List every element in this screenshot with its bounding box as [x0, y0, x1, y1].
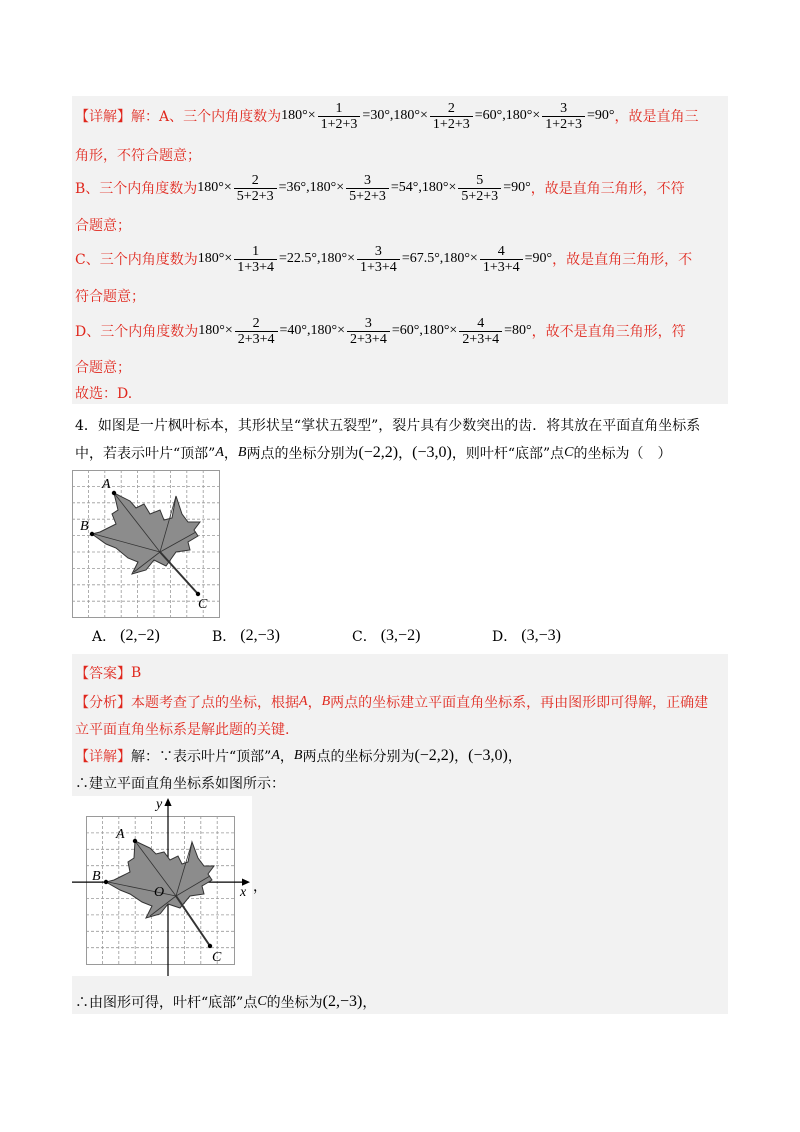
label-a-2: A — [116, 827, 125, 842]
maple-leaf-figure — [72, 470, 220, 618]
detail-line-b-cont: 合题意； — [75, 218, 131, 234]
option-c[interactable]: C． (3,−2) — [352, 627, 421, 645]
analysis-line-2: 立平面直角坐标系是解此题的关键. — [75, 722, 290, 738]
option-a[interactable]: A． (2,−2) — [92, 627, 160, 645]
detail-tag: 【详解】 — [75, 109, 131, 125]
final-line: ∴由图形可得，叶杆“底部”点 C 的坐标为 (2,−3) ， — [75, 993, 377, 1011]
question-line-2: 中，若表示叶片“顶部” A ， B 两点的坐标分别为 (−2,2) ， (−3,0) ，则叶杆“底部”点 C 的坐标为（ ） — [75, 444, 672, 462]
detail-line-a-cont: 角形，不符合题意； — [75, 148, 201, 164]
detail-line-c: C、三个内角度数为 180°× $\frac{1}{1+3+4}$ =22.5°, 180°× $\frac{3}{1+3+4}$ =67.5°, 180°× $\frac{4}{1+3+4}$ =90° ，故是直角三角形，不 — [75, 243, 693, 275]
label-c-2: C — [212, 950, 222, 965]
label-x: x — [240, 885, 247, 900]
detail-line-d-cont: 合题意； — [75, 360, 131, 376]
detail-line-c-cont: 符合题意； — [75, 289, 145, 305]
label-c: C — [198, 597, 208, 612]
label-origin: O — [154, 885, 165, 900]
coordinate-figure — [72, 796, 252, 976]
option-b[interactable]: B． (2,−3) — [212, 627, 280, 645]
analysis-line-1: 【分析】 本题考查了点的坐标，根据 A ， B 两点的坐标建立平面直角坐标系，再由图形即可得解，正确建 — [75, 694, 709, 711]
label-b: B — [80, 519, 89, 534]
question-line-1: 4．如图是一片枫叶标本，其形状呈“掌状五裂型”，裂片具有少数突出的齿．将其放在平面直角坐标系 — [75, 418, 701, 434]
answer-value: B — [131, 665, 142, 681]
label-y: y — [156, 797, 163, 812]
detail-line-d: D、三个内角度数为 180°× $\frac{2}{2+3+4}$ =40°, 180°× $\frac{3}{2+3+4}$ =60°, 180°× $\frac{4}{2+3+4}$ =80° ，故不是直角三角形，符 — [75, 315, 686, 347]
detail2-tag: 【详解】 — [75, 749, 131, 765]
after-figure-comma: ， — [253, 879, 267, 895]
therefore-line: ∴建立平面直角坐标系如图所示： — [75, 776, 285, 792]
answer-tag: 【答案】 — [75, 666, 131, 682]
analysis-tag: 【分析】 — [75, 695, 131, 711]
detail-line-b: B、三个内角度数为 180°× $\frac{2}{5+2+3}$ =36°, 180°× $\frac{3}{5+2+3}$ =54°, 180°× $\frac{5}{5+2+3}$ =90° ，故是直角三角形，不符 — [75, 172, 685, 204]
choose-line: 故选：D. — [75, 386, 133, 402]
label-b-2: B — [92, 869, 101, 884]
label-a: A — [102, 477, 111, 492]
detail2-line-1: 【详解】 解：∵表示叶片“顶部” A ， B 两点的坐标分别为 (−2,2) ， (−3,0) ， — [75, 747, 522, 765]
option-d[interactable]: D． (3,−3) — [492, 627, 561, 645]
detail-line-a: 【详解】 解：A、三个内角度数为 180°× $\frac{1}{1+2+3}$ =30°, 180°× $\frac{2}{1+2+3}$ =60°, 180°× $\frac{3}{1+2+3}$ =90° ，故是直角三 — [75, 100, 699, 132]
